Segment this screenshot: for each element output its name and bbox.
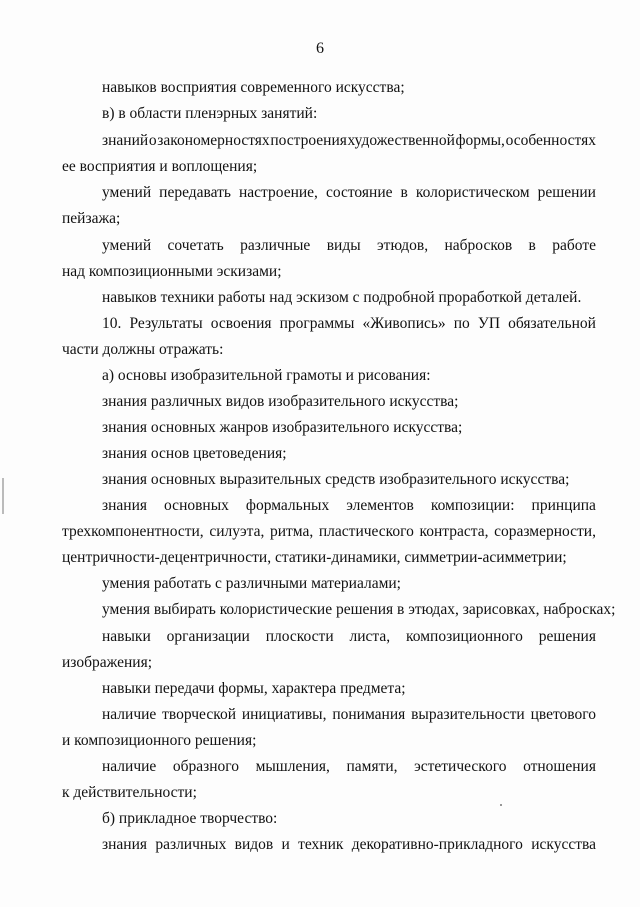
text-line: пейзажа; xyxy=(62,210,121,227)
text-line: знаний о закономерностях построения художественной формы, особенностях xyxy=(102,132,596,149)
text-line: умения выбирать колористические решения в этюдах, зарисовках, набросках; xyxy=(102,601,616,618)
text-line: в) в области пленэрных занятий: xyxy=(102,105,318,122)
text-line: 10. Результаты освоения программы «Живопись» по УП обязательной xyxy=(102,315,596,332)
text-line: трехкомпонентности, силуэта, ритма, пластического контраста, соразмерности, xyxy=(62,523,596,540)
text-line: б) прикладное творчество: xyxy=(102,810,278,827)
text-line: к действительности; xyxy=(62,784,197,801)
text-line: умения работать с различными материалами; xyxy=(102,575,401,592)
text-line: центричности-децентричности, статики-динамики, симметрии-асимметрии; xyxy=(62,549,567,566)
text-line: а) основы изобразительной грамоты и рисования: xyxy=(102,367,431,384)
text-line: навыков техники работы над эскизом с подробной проработкой деталей. xyxy=(102,289,582,306)
text-line: знания основных жанров изобразительного искусства; xyxy=(102,419,463,436)
text-line: знания основных выразительных средств изобразительного искусства; xyxy=(102,471,570,488)
text-line: навыки передачи формы, характера предмета; xyxy=(102,680,406,697)
text-line: и композиционного решения; xyxy=(62,732,257,749)
text-line: части должны отражать: xyxy=(62,341,224,358)
text-line: знания различных видов изобразительного искусства; xyxy=(102,393,459,410)
text-line: над композиционными эскизами; xyxy=(62,263,282,280)
scan-speck xyxy=(500,804,502,806)
text-line: знания основных формальных элементов композиции: принципа xyxy=(102,497,596,514)
scan-edge-mark xyxy=(2,478,4,514)
text-line: знания различных видов и техник декоративно-прикладного искусства xyxy=(102,836,596,853)
text-line: умений сочетать различные виды этюдов, набросков в работе xyxy=(102,237,596,254)
text-line: навыки организации плоскости листа, композиционного решения xyxy=(102,628,596,645)
text-line: навыков восприятия современного искусства; xyxy=(102,79,405,96)
text-line: наличие образного мышления, памяти, эстетического отношения xyxy=(102,758,596,775)
text-line: изображения; xyxy=(62,654,153,671)
text-line: наличие творческой инициативы, понимания выразительности цветового xyxy=(102,706,596,723)
text-line: знания основ цветоведения; xyxy=(102,445,287,462)
page-number: 6 xyxy=(316,40,324,57)
text-line: умений передавать настроение, состояние в колористическом решении xyxy=(102,184,596,201)
text-line: ее восприятия и воплощения; xyxy=(62,158,258,175)
